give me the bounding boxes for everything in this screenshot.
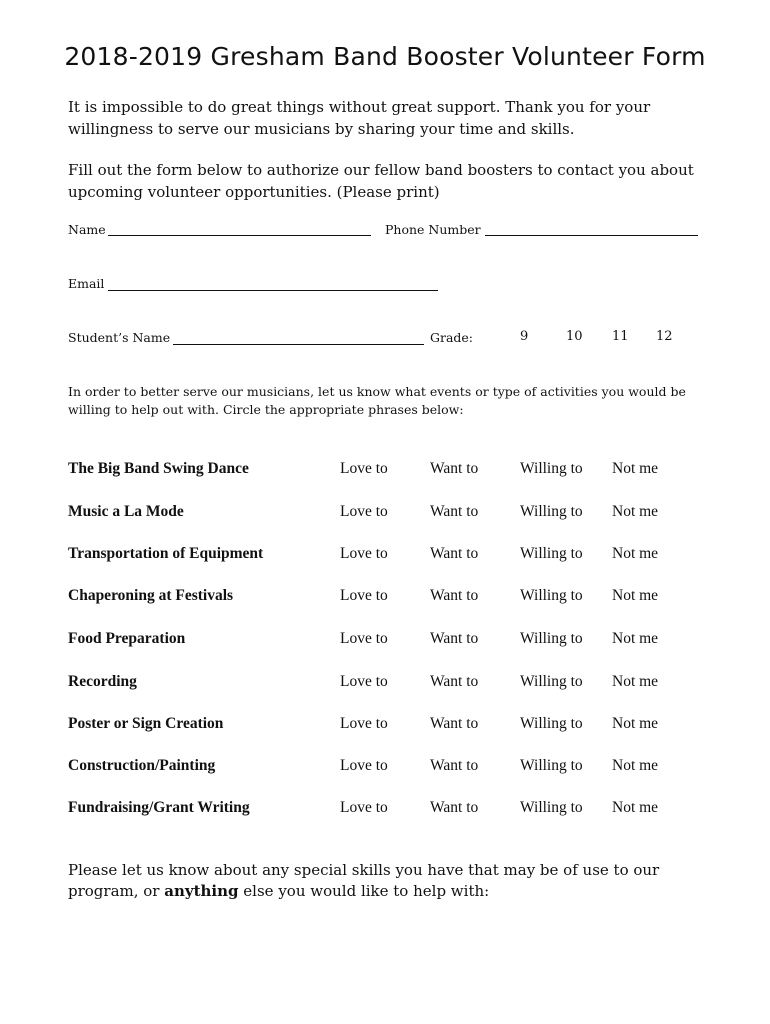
page-title: 2018-2019 Gresham Band Booster Volunteer Form (64, 42, 706, 71)
activity-name: Music a La Mode (68, 503, 184, 520)
option-want-to[interactable]: Want to (430, 630, 479, 647)
option-not-me[interactable]: Not me (612, 545, 659, 562)
activity-row (0, 545, 770, 575)
option-love-to[interactable]: Love to (340, 630, 388, 647)
closing-paragraph (68, 860, 708, 902)
option-not-me[interactable]: Not me (612, 715, 659, 732)
activity-row (0, 503, 770, 533)
activity-name: Fundraising/Grant Writing (68, 799, 250, 816)
phone-input-line[interactable] (485, 235, 698, 236)
option-not-me[interactable]: Not me (612, 630, 659, 647)
option-want-to[interactable]: Want to (430, 503, 479, 520)
option-willing-to[interactable]: Willing to (520, 503, 583, 520)
option-want-to[interactable]: Want to (430, 460, 479, 477)
email-label: Email (68, 276, 105, 291)
closing-text-end: else you would like to help with: (238, 882, 490, 900)
activity-name: Poster or Sign Creation (68, 715, 224, 732)
intro-paragraph-2: Fill out the form below to authorize our fellow band boosters to contact you about upcoming volunteer opportunities. (Please print) (68, 161, 694, 201)
option-willing-to[interactable]: Willing to (520, 715, 583, 732)
option-not-me[interactable]: Not me (612, 757, 659, 774)
activity-row (0, 757, 770, 787)
activity-name: The Big Band Swing Dance (68, 460, 249, 477)
activity-row (0, 460, 770, 490)
option-willing-to[interactable]: Willing to (520, 757, 583, 774)
option-not-me[interactable]: Not me (612, 503, 659, 520)
closing-text-start: Please let us know about any special skills you have that may be of use to our program, or (68, 861, 660, 900)
option-love-to[interactable]: Love to (340, 799, 388, 816)
intro-paragraph-1: It is impossible to do great things without great support. Thank you for your willingness to serve our musicians by sharing your time and skills. (68, 98, 651, 138)
option-love-to[interactable]: Love to (340, 460, 388, 477)
option-willing-to[interactable]: Willing to (520, 630, 583, 647)
activity-name: Food Preparation (68, 630, 186, 647)
activity-name: Recording (68, 673, 137, 690)
option-love-to[interactable]: Love to (340, 757, 388, 774)
option-not-me[interactable]: Not me (612, 673, 659, 690)
phone-label: Phone Number (385, 222, 481, 237)
option-want-to[interactable]: Want to (430, 587, 479, 604)
activity-name: Construction/Painting (68, 757, 216, 774)
grade-option-9[interactable]: 9 (520, 329, 529, 344)
email-input-line[interactable] (108, 290, 438, 291)
student-name-input-line[interactable] (173, 344, 424, 345)
grade-label: Grade: (430, 330, 474, 345)
option-love-to[interactable]: Love to (340, 503, 388, 520)
option-love-to[interactable]: Love to (340, 545, 388, 562)
name-label: Name (68, 222, 106, 237)
grade-option-12[interactable]: 12 (656, 329, 673, 344)
option-want-to[interactable]: Want to (430, 757, 479, 774)
activity-row (0, 630, 770, 660)
activity-name: Chaperoning at Festivals (68, 587, 234, 604)
instructions-text: In order to better serve our musicians, let us know what events or type of activities you would be willing to help out with. Circle the appropriate phrases below: (68, 384, 686, 417)
activity-row (0, 587, 770, 617)
activity-row (0, 673, 770, 703)
activity-row (0, 715, 770, 745)
option-not-me[interactable]: Not me (612, 799, 659, 816)
option-not-me[interactable]: Not me (612, 460, 659, 477)
grade-option-10[interactable]: 10 (566, 329, 583, 344)
option-want-to[interactable]: Want to (430, 715, 479, 732)
option-willing-to[interactable]: Willing to (520, 799, 583, 816)
student-name-label: Student’s Name (68, 330, 171, 345)
activity-row (0, 799, 770, 829)
option-willing-to[interactable]: Willing to (520, 587, 583, 604)
name-input-line[interactable] (108, 235, 371, 236)
option-want-to[interactable]: Want to (430, 799, 479, 816)
activity-name: Transportation of Equipment (68, 545, 264, 562)
option-willing-to[interactable]: Willing to (520, 673, 583, 690)
option-willing-to[interactable]: Willing to (520, 460, 583, 477)
option-love-to[interactable]: Love to (340, 673, 388, 690)
option-want-to[interactable]: Want to (430, 545, 479, 562)
option-want-to[interactable]: Want to (430, 673, 479, 690)
option-love-to[interactable]: Love to (340, 587, 388, 604)
option-love-to[interactable]: Love to (340, 715, 388, 732)
option-not-me[interactable]: Not me (612, 587, 659, 604)
option-willing-to[interactable]: Willing to (520, 545, 583, 562)
closing-emphasis: anything (164, 882, 239, 900)
grade-option-11[interactable]: 11 (612, 329, 629, 344)
